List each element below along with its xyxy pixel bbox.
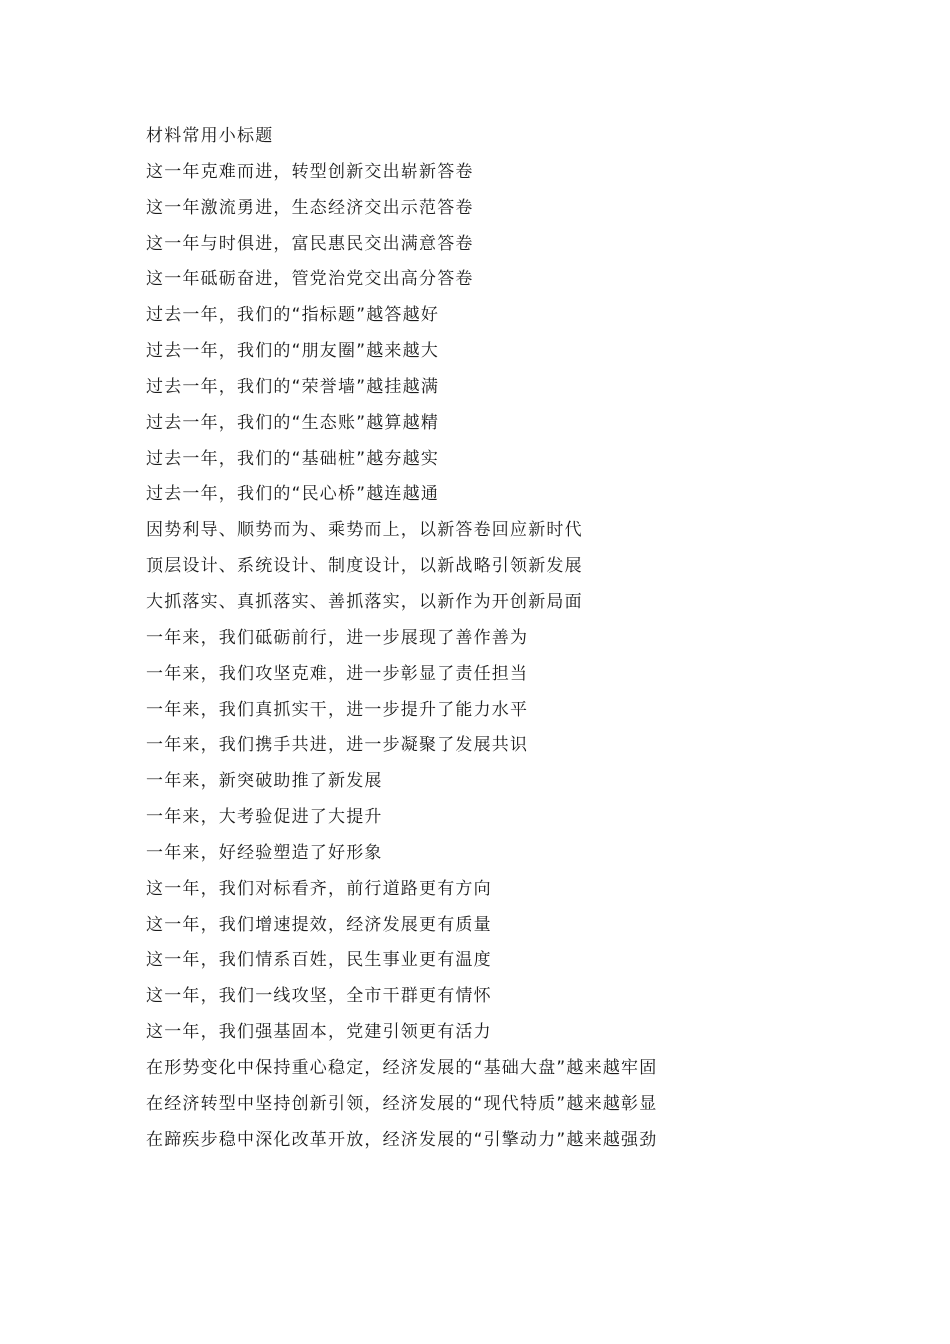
document-title: 材料常用小标题 bbox=[146, 126, 274, 146]
document-line: 一年来，我们攻坚克难，进一步彰显了责任担当 bbox=[146, 663, 529, 684]
document-line: 一年来，我们砥砺前行，进一步展现了善作善为 bbox=[146, 627, 529, 648]
document-line: 这一年激流勇进，生态经济交出示范答卷 bbox=[146, 197, 474, 218]
document-line: 这一年，我们情系百姓，民生事业更有温度 bbox=[146, 950, 492, 971]
document-body bbox=[146, 119, 846, 1158]
document-line: 过去一年，我们的“指标题”越答越好 bbox=[146, 305, 440, 326]
document-line: 过去一年，我们的“朋友圈”越来越大 bbox=[146, 341, 440, 362]
document-line: 过去一年，我们的“基础桩”越夯越实 bbox=[146, 448, 440, 469]
document-line: 在形势变化中保持重心稳定，经济发展的“基础大盘”越来越牢固 bbox=[146, 1057, 658, 1078]
document-line: 顶层设计、系统设计、制度设计，以新战略引领新发展 bbox=[146, 556, 583, 577]
document-line: 这一年，我们增速提效，经济发展更有质量 bbox=[146, 914, 492, 935]
document-line: 一年来，新突破助推了新发展 bbox=[146, 771, 383, 792]
document-line: 一年来，大考验促进了大提升 bbox=[146, 807, 383, 828]
document-line: 这一年，我们一线攻坚，全市干群更有情怀 bbox=[146, 986, 492, 1007]
document-line: 这一年与时俱进，富民惠民交出满意答卷 bbox=[146, 233, 474, 254]
document-line: 一年来，我们携手共进，进一步凝聚了发展共识 bbox=[146, 735, 529, 756]
document-line: 过去一年，我们的“民心桥”越连越通 bbox=[146, 484, 440, 505]
document-line: 一年来，我们真抓实干，进一步提升了能力水平 bbox=[146, 699, 529, 720]
document-line: 过去一年，我们的“荣誉墙”越挂越满 bbox=[146, 376, 440, 397]
document-line: 大抓落实、真抓落实、善抓落实，以新作为开创新局面 bbox=[146, 591, 583, 612]
document-line: 因势利导、顺势而为、乘势而上，以新答卷回应新时代 bbox=[146, 520, 583, 541]
document-line: 一年来，好经验塑造了好形象 bbox=[146, 842, 383, 863]
document-line: 这一年克难而进，转型创新交出崭新答卷 bbox=[146, 161, 474, 182]
document-line: 在蹄疾步稳中深化改革开放，经济发展的“引擎动力”越来越强劲 bbox=[146, 1129, 658, 1150]
document-line: 这一年砥砺奋进，管党治党交出高分答卷 bbox=[146, 269, 474, 290]
document-line: 这一年，我们强基固本，党建引领更有活力 bbox=[146, 1022, 492, 1043]
document-line: 这一年，我们对标看齐，前行道路更有方向 bbox=[146, 878, 492, 899]
document-line: 在经济转型中坚持创新引领，经济发展的“现代特质”越来越彰显 bbox=[146, 1093, 658, 1114]
document-line: 过去一年，我们的“生态账”越算越精 bbox=[146, 412, 440, 433]
